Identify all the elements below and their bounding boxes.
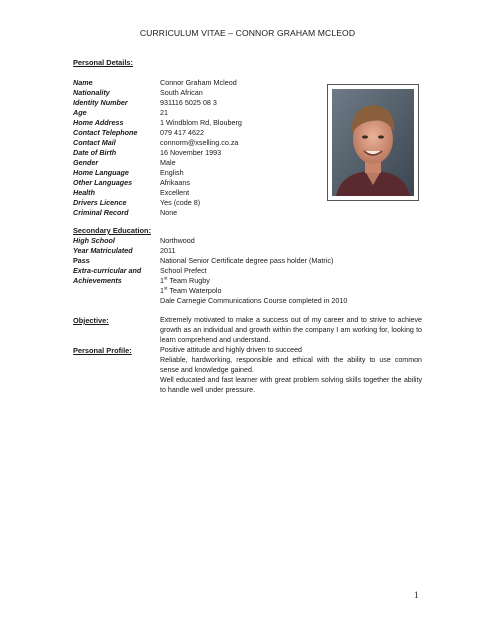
personal-details-heading: Personal Details: [73, 58, 133, 67]
personal-detail-label: Name [73, 78, 93, 87]
achievement-post: Team Waterpolo [167, 286, 222, 295]
achievement-text [160, 296, 347, 306]
personal-detail-label: Drivers Licence [73, 198, 127, 207]
personal-detail-label: Gender [73, 158, 99, 167]
achievements-label: Achievements [73, 276, 122, 285]
personal-detail-value: Yes (code 8) [160, 198, 201, 207]
personal-detail-value: English [160, 168, 184, 177]
achievement-ordinal: st [164, 285, 168, 291]
year-matriculated-value: 2011 [160, 246, 176, 255]
high-school-value: Northwood [160, 236, 195, 245]
personal-detail-value: None [160, 208, 178, 217]
personal-detail-value: 16 November 1993 [160, 148, 222, 157]
achievement-text [160, 276, 210, 286]
year-matriculated-label: Year Matriculated [73, 246, 133, 255]
profile-photo [327, 84, 419, 201]
profile-line: Well educated and fast learner with great problem solving skills together the ability to handle well under pressure. [160, 376, 422, 394]
personal-detail-label: Home Address [73, 118, 124, 127]
personal-detail-value: connorm@xselling.co.za [160, 138, 239, 147]
document-title: CURRICULUM VITAE – CONNOR GRAHAM MCLEOD [139, 28, 356, 38]
achievement-text [160, 286, 222, 296]
personal-detail-value: Connor Graham Mcleod [160, 78, 237, 87]
personal-detail-label: Criminal Record [73, 208, 129, 217]
portrait-image [332, 89, 414, 196]
objective-text: Extremely motivated to make a success out of my career and to strive to achieve growth as an individual and growth within the company I am working for, looking to learn comprehend and understand. [160, 316, 422, 344]
personal-detail-label: Identity Number [73, 98, 128, 107]
personal-detail-value: 079 417 4622 [160, 128, 204, 137]
achievement-pre: School Prefect [160, 266, 207, 275]
personal-detail-label: Date of Birth [73, 148, 117, 157]
objective-heading: Objective: [73, 316, 109, 325]
personal-detail-label: Health [73, 188, 95, 197]
achievement-ordinal: st [164, 275, 168, 281]
profile-line: Reliable, hardworking, responsible and ethical with the ability to use common sense and knowledge gained. [160, 356, 422, 374]
extra-curricular-label: Extra-curricular and [73, 266, 142, 275]
achievement-pre: 1 [160, 276, 164, 285]
personal-detail-value: Afrikaans [160, 178, 190, 187]
personal-detail-value: 1 Windblom Rd, Blouberg [160, 118, 242, 127]
achievement-pre: Dale Carnegie Communications Course completed in 2010 [160, 296, 348, 305]
personal-detail-label: Contact Mail [73, 138, 116, 147]
page-number: 1 [414, 590, 419, 600]
achievement-pre: 1 [160, 286, 164, 295]
personal-detail-label: Home Language [73, 168, 129, 177]
achievement-text [160, 266, 207, 276]
high-school-label: High School [73, 236, 115, 245]
education-heading: Secondary Education: [73, 226, 152, 235]
personal-detail-value: South African [160, 88, 203, 97]
personal-detail-label: Contact Telephone [73, 128, 138, 137]
pass-value: National Senior Certificate degree pass holder (Matric) [160, 256, 334, 265]
personal-profile-heading: Personal Profile: [73, 346, 132, 355]
personal-profile-text [160, 345, 422, 395]
personal-detail-value: 931116 5025 08 3 [160, 98, 217, 107]
personal-detail-value: 21 [160, 108, 168, 117]
personal-detail-label: Age [73, 108, 87, 117]
personal-detail-label: Nationality [73, 88, 110, 97]
personal-detail-value: Male [160, 158, 176, 167]
achievement-post: Team Rugby [167, 276, 210, 285]
personal-detail-label: Other Languages [73, 178, 133, 187]
pass-label: Pass [73, 256, 90, 265]
personal-detail-value: Excellent [160, 188, 190, 197]
profile-line: Positive attitude and highly driven to succeed [160, 346, 302, 354]
